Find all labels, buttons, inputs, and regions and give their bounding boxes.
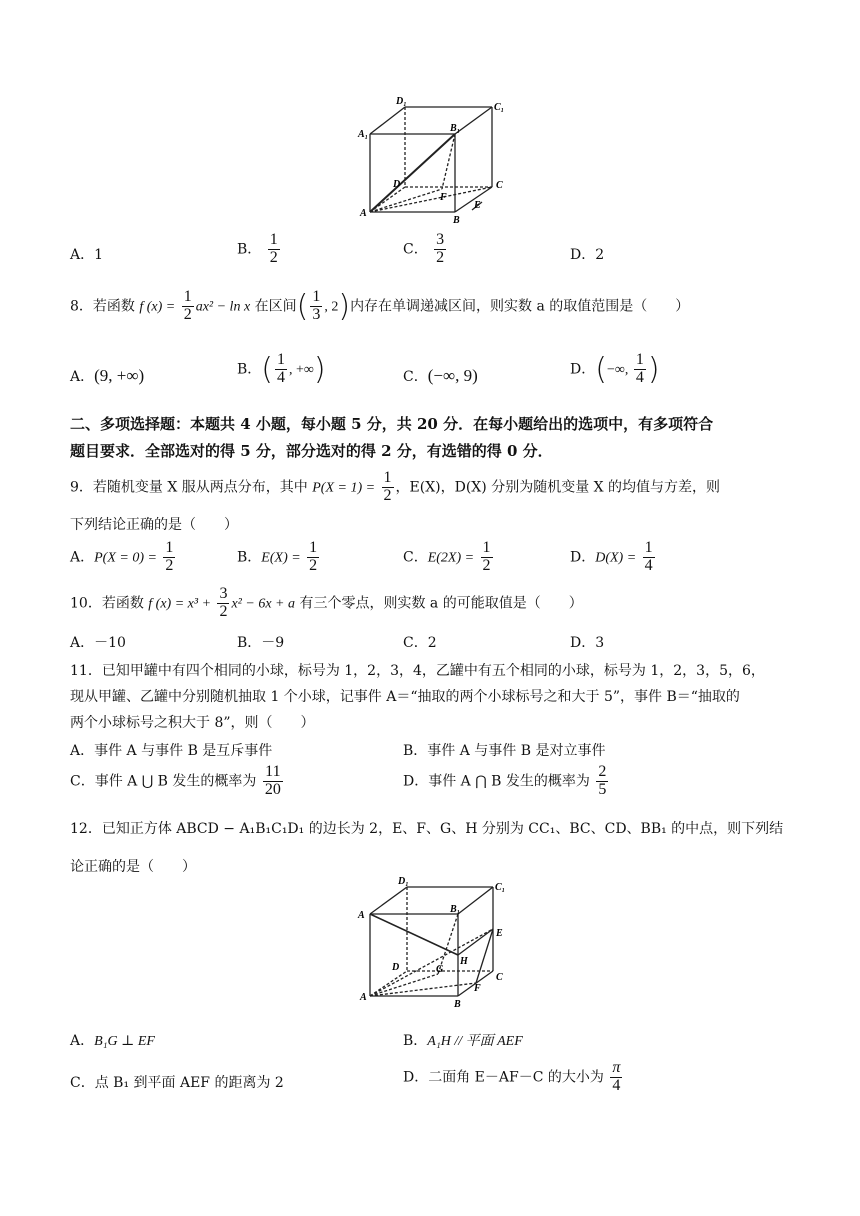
q10-option-c: C．2 xyxy=(403,635,437,651)
label-d: D xyxy=(392,962,400,973)
q7-option-b xyxy=(237,232,282,267)
q8-option-d: D．(−∞, $\frac{1}{4}$ ) xyxy=(570,351,660,387)
q10-option-a: A．－10 xyxy=(70,635,126,651)
q9-option-a: A．P(X = 0) = $\frac{1}{2}$ xyxy=(70,539,174,574)
option-label: D． xyxy=(570,247,596,263)
q11-option-b: B．事件 A 与事件 B 是对立事件 xyxy=(403,743,606,759)
q11-option-d: D．事件 A ⋂ B 发生的概率为 $\frac{2}{5}$ xyxy=(403,763,607,798)
fraction: $\frac{3}{2}$ xyxy=(436,231,445,266)
q9-option-c: C．E(2X) = $\frac{1}{2}$ xyxy=(403,539,491,574)
label-b1: B₁ xyxy=(450,123,461,134)
q8-option-b: B．( $\frac{1}{4}$ , +∞) xyxy=(237,351,326,387)
q12-option-a: A．B₁G ⊥ EF xyxy=(70,1033,155,1049)
label-a1: A₁ xyxy=(358,129,369,140)
fraction: $\frac{1}{2}$ xyxy=(269,231,278,266)
q7-option-c xyxy=(403,232,448,267)
label-d1: D₁ xyxy=(398,876,409,887)
q9-option-b: B．E(X) = $\frac{1}{2}$ xyxy=(237,539,318,574)
option-label: B． xyxy=(237,241,262,258)
label-f: F xyxy=(474,983,481,994)
label-c1: C₁ xyxy=(495,882,506,893)
option-value: 2 xyxy=(595,247,605,263)
question-9-line2: 下列结论正确的是（ ） xyxy=(70,517,238,533)
section-heading-line1: 二、多项选择题：本题共 4 小题，每小题 5 分，共 20 分．在每小题给出的选项中，有多项符合 xyxy=(70,415,714,433)
label-g: G xyxy=(436,964,444,975)
label-c1: C₁ xyxy=(494,102,505,113)
label-a1: A xyxy=(358,910,365,921)
label-b1: B₁ xyxy=(450,904,461,915)
label-h: H xyxy=(460,956,468,967)
label-c: C xyxy=(496,972,503,983)
cube-figure-2 xyxy=(350,874,510,1009)
q11-option-a: A．事件 A 与事件 B 是互斥事件 xyxy=(70,743,273,759)
cube-figure-1 xyxy=(350,92,510,227)
question-10: 10．若函数 f (x) = x³ + $\frac{3}{2}$ x² − 6x + a 有三个零点，则实数 a 的可能取值是（ ） xyxy=(70,585,583,620)
label-a: A xyxy=(360,208,367,219)
q7-option-d xyxy=(570,244,604,264)
q12-option-d: D．二面角 E－AF－C 的大小为 $\frac{\pi}{4}$ xyxy=(403,1059,621,1094)
question-11-line3: 两个小球标号之积大于 8”，则（ ） xyxy=(70,715,315,731)
question-8: 8．若函数 f (x) = $\frac{1}{2}$ ax² − ln x 在区间( $\frac{1}{3}$ , 2)内存在单调递减区间，则实数 a 的取值范围是（ ） xyxy=(70,288,690,324)
label-b: B xyxy=(453,215,460,226)
q12-option-c: C．点 B₁ 到平面 AEF 的距离为 2 xyxy=(70,1075,284,1091)
question-12-line1: 12．已知正方体 ABCD − A₁B₁C₁D₁ 的边长为 2，E、F、G、H 分别为 CC₁、BC、CD、BB₁ 的中点，则下列结 xyxy=(70,821,784,837)
option-label: A． xyxy=(70,247,95,263)
q11-option-c: C．事件 A ⋃ B 发生的概率为 $\frac{11}{20}$ xyxy=(70,763,281,798)
q12-option-b: B．A₁H // 平面 AEF xyxy=(403,1033,523,1049)
q9-option-d: D．D(X) = $\frac{1}{4}$ xyxy=(570,539,653,574)
label-b: B xyxy=(454,999,461,1009)
label-a: A xyxy=(360,992,367,1003)
label-e: E xyxy=(474,200,481,211)
option-value: 1 xyxy=(94,247,104,263)
q8-option-a: A．(9, +∞) xyxy=(70,366,145,385)
label-d1: D₁ xyxy=(396,96,407,107)
q7-option-a xyxy=(70,244,103,264)
label-e: E xyxy=(496,928,503,939)
question-11-line2: 现从甲罐、乙罐中分别随机抽取 1 个小球，记事件 A＝“抽取的两个小球标号之和大于 5”，事件 B＝“抽取的 xyxy=(70,689,740,705)
q10-option-d: D．3 xyxy=(570,635,605,651)
label-d: D xyxy=(393,179,401,190)
q8-option-c: C．(−∞, 9) xyxy=(403,366,478,385)
question-9: 9．若随机变量 X 服从两点分布，其中 P(X = 1) = $\frac{1}{2}$ ，E(X)，D(X) 分别为随机变量 X 的均值与方差，则 xyxy=(70,469,721,504)
label-c: C xyxy=(496,180,503,191)
question-12-line2: 论正确的是（ ） xyxy=(70,859,196,875)
q10-option-b: B．－9 xyxy=(237,635,285,651)
section-heading-line2: 题目要求．全部选对的得 5 分，部分选对的得 2 分，有选错的得 0 分． xyxy=(70,442,553,460)
label-f: F xyxy=(440,192,447,203)
question-11-line1: 11．已知甲罐中有四个相同的小球，标号为 1，2，3，4，乙罐中有五个相同的小球，标号为 1，2，3，5，6， xyxy=(70,663,765,679)
option-label: C． xyxy=(403,241,428,258)
